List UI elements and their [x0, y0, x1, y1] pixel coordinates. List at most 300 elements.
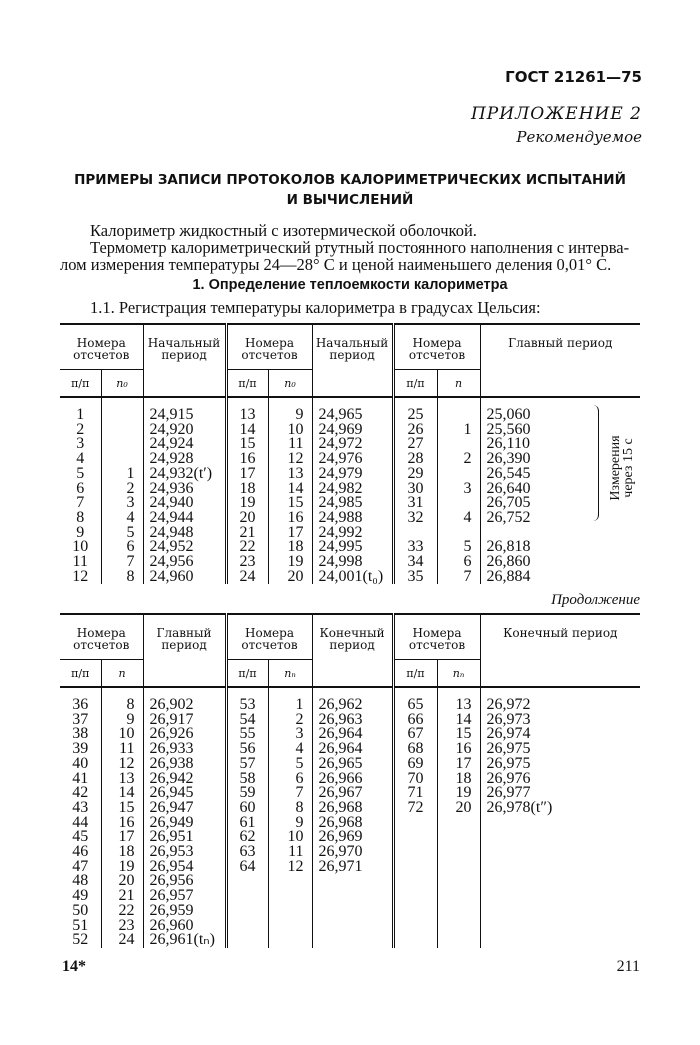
table-row	[60, 933, 640, 948]
cell-value: 26,968	[312, 816, 393, 831]
cell-value	[312, 933, 393, 948]
cell-value	[480, 860, 640, 875]
header-n: n₀	[101, 370, 143, 398]
cell-n: 23	[101, 919, 143, 934]
appendix-label: ПРИЛОЖЕНИЕ 2	[470, 104, 642, 124]
cell-pp: 3	[76, 435, 85, 453]
cell-n	[437, 526, 480, 541]
cell-n: 19	[101, 860, 143, 875]
title-line: И ВЫЧИСЛЕНИЙ	[286, 192, 414, 208]
cell-n	[101, 452, 143, 467]
cell-n: 21	[101, 889, 143, 904]
cell-value: 24,985	[312, 496, 393, 511]
header-period: Главный период	[143, 614, 226, 687]
cell-n: 17	[268, 526, 312, 541]
temperature-table-1	[60, 323, 640, 584]
cell-pp: 27	[393, 437, 437, 452]
cell-value: 26,970	[312, 845, 393, 860]
table-row	[60, 570, 640, 585]
cell-pp: 2	[76, 420, 85, 438]
cell-pp: 33	[393, 540, 437, 555]
cell-pp: 15	[226, 437, 268, 452]
header-pp: п/п	[60, 660, 101, 688]
section-heading: 1. Определение теплоемкости калориметра	[192, 277, 508, 293]
cell-pp	[226, 919, 268, 934]
cell-pp: 64	[226, 860, 268, 875]
cell-value: 24,924	[143, 437, 226, 452]
standard-number: ГОСТ 21261—75	[505, 68, 642, 86]
cell-pp: 55	[226, 727, 268, 742]
cell-pp: 68	[393, 742, 437, 757]
cell-n: 14	[268, 482, 312, 497]
cell-value: 24,995	[312, 540, 393, 555]
cell-value: 26,975	[480, 757, 640, 772]
cell-n: 15	[437, 727, 480, 742]
cell-value: 26,954	[143, 860, 226, 875]
cell-n: 18	[268, 540, 312, 555]
header-period: Главный период	[480, 324, 640, 397]
cell-pp: 20	[226, 511, 268, 526]
cell-n: 1	[268, 698, 312, 713]
cell-n: 7	[268, 786, 312, 801]
cell-n: 16	[268, 511, 312, 526]
cell-pp	[226, 889, 268, 904]
header-pp: п/п	[226, 370, 268, 398]
cell-pp: 44	[72, 813, 89, 831]
header-pp: п/п	[226, 660, 268, 688]
cell-value: 26,942	[143, 772, 226, 787]
cell-n: 16	[101, 816, 143, 831]
header-pp: п/п	[393, 370, 437, 398]
cell-n: 9	[268, 408, 312, 423]
cell-value: 26,962	[312, 698, 393, 713]
cell-n: 19	[268, 555, 312, 570]
cell-n: 4	[268, 742, 312, 757]
cell-n: 14	[101, 786, 143, 801]
table-row	[60, 904, 640, 919]
cell-pp: 11	[72, 553, 88, 571]
cell-value	[480, 904, 640, 919]
cell-pp: 35	[393, 570, 437, 585]
cell-pp: 5	[76, 464, 85, 482]
cell-n: 12	[268, 860, 312, 875]
cell-n: 10	[268, 423, 312, 438]
table-row	[60, 889, 640, 904]
cell-n: 20	[268, 570, 312, 585]
cell-value: 24,952	[143, 540, 226, 555]
cell-pp: 10	[72, 538, 89, 556]
cell-n: 6	[101, 540, 143, 555]
cell-n: 11	[268, 437, 312, 452]
cell-value: 26,968	[312, 801, 393, 816]
cell-pp	[393, 830, 437, 845]
header-numbers: Номера отсчетов	[226, 324, 312, 370]
cell-n: 4	[101, 511, 143, 526]
cell-pp: 16	[226, 452, 268, 467]
cell-value: 24,932(t′)	[143, 467, 226, 482]
cell-pp: 52	[72, 931, 89, 949]
signature-mark: 14*	[62, 958, 86, 975]
cell-value	[480, 830, 640, 845]
cell-value: 26,926	[143, 727, 226, 742]
cell-value: 24,936	[143, 482, 226, 497]
table-row	[60, 919, 640, 934]
cell-value: 26,974	[480, 727, 640, 742]
cell-pp: 29	[393, 467, 437, 482]
cell-value: 26,938	[143, 757, 226, 772]
bracket	[592, 405, 599, 521]
cell-n: 7	[437, 570, 480, 585]
cell-n	[437, 816, 480, 831]
cell-value: 26,964	[312, 742, 393, 757]
cell-pp: 53	[226, 698, 268, 713]
cell-n	[437, 496, 480, 511]
cell-value: 25,060	[480, 408, 640, 423]
cell-value: 24,960	[143, 570, 226, 585]
cell-pp: 26	[393, 423, 437, 438]
cell-value	[312, 919, 393, 934]
cell-pp: 21	[226, 526, 268, 541]
cell-pp	[393, 919, 437, 934]
cell-value: 26,975	[480, 742, 640, 757]
cell-n: 3	[437, 482, 480, 497]
cell-value	[480, 816, 640, 831]
cell-value: 24,998	[312, 555, 393, 570]
cell-value	[312, 889, 393, 904]
cell-n: 17	[437, 757, 480, 772]
cell-n: 10	[101, 727, 143, 742]
cell-n: 5	[437, 540, 480, 555]
cell-value: 26,971	[312, 860, 393, 875]
cell-value: 25,560	[480, 423, 640, 438]
header-pp: п/п	[393, 660, 437, 688]
cell-n	[437, 933, 480, 948]
cell-value: 26,951	[143, 830, 226, 845]
cell-n: 20	[437, 801, 480, 816]
cell-value: 26,110	[480, 437, 640, 452]
cell-pp: 37	[72, 710, 89, 728]
cell-n: 12	[268, 452, 312, 467]
cell-value: 24,940	[143, 496, 226, 511]
intro-paragraph: Калориметр жидкостный с изотермической оболочкой.	[90, 221, 477, 240]
cell-value: 24,992	[312, 526, 393, 541]
cell-pp	[226, 904, 268, 919]
cell-n	[268, 919, 312, 934]
cell-n: 3	[268, 727, 312, 742]
cell-value: 24,969	[312, 423, 393, 438]
header-period: Начальный период	[143, 324, 226, 397]
cell-n: 15	[268, 496, 312, 511]
cell-value: 26,966	[312, 772, 393, 787]
cell-value: 26,972	[480, 698, 640, 713]
cell-pp: 54	[226, 713, 268, 728]
cell-pp	[393, 816, 437, 831]
cell-n	[437, 467, 480, 482]
cell-value	[480, 845, 640, 860]
cell-pp: 6	[76, 479, 85, 497]
cell-pp: 23	[226, 555, 268, 570]
cell-pp: 17	[226, 467, 268, 482]
cell-pp: 61	[226, 816, 268, 831]
cell-value	[312, 874, 393, 889]
cell-value: 26,963	[312, 713, 393, 728]
cell-n: 8	[268, 801, 312, 816]
cell-value: 26,933	[143, 742, 226, 757]
page-title	[60, 170, 640, 210]
header-numbers: Номера отсчетов	[393, 324, 480, 370]
temperature-table-2	[60, 613, 640, 948]
intro-paragraph: Термометр калориметрический ртутный постоянного наполнения с интерва-	[90, 238, 630, 257]
cell-n: 2	[101, 482, 143, 497]
cell-value: 26,960	[143, 919, 226, 934]
cell-value: 26,390	[480, 452, 640, 467]
cell-value: 24,944	[143, 511, 226, 526]
cell-value: 26,917	[143, 713, 226, 728]
cell-value: 24,956	[143, 555, 226, 570]
cell-pp: 19	[226, 496, 268, 511]
cell-value	[480, 874, 640, 889]
cell-pp	[393, 889, 437, 904]
cell-pp: 24	[226, 570, 268, 585]
header-n: n₀	[268, 370, 312, 398]
cell-value: 26,818	[480, 540, 640, 555]
cell-value	[480, 889, 640, 904]
cell-n: 11	[268, 845, 312, 860]
header-numbers: Номера отсчетов	[393, 614, 480, 660]
cell-pp: 60	[226, 801, 268, 816]
cell-n	[268, 904, 312, 919]
cell-pp: 34	[393, 555, 437, 570]
cell-value: 26,957	[143, 889, 226, 904]
cell-n: 11	[101, 742, 143, 757]
cell-value: 26,964	[312, 727, 393, 742]
cell-pp	[393, 874, 437, 889]
cell-pp: 12	[72, 567, 89, 585]
header-n: n	[437, 370, 480, 398]
cell-value: 26,545	[480, 467, 640, 482]
cell-pp: 67	[393, 727, 437, 742]
cell-pp: 51	[72, 916, 89, 934]
cell-n: 24	[101, 933, 143, 948]
cell-pp: 38	[72, 725, 89, 743]
cell-n: 13	[437, 698, 480, 713]
cell-pp: 40	[72, 754, 89, 772]
cell-pp	[393, 860, 437, 875]
table-row	[60, 874, 640, 889]
cell-n: 18	[437, 772, 480, 787]
cell-value: 26,973	[480, 713, 640, 728]
intro-paragraph: лом измерения температуры 24—28° С и ценой наименьшего деления 0,01° С.	[60, 255, 612, 274]
cell-pp: 25	[393, 408, 437, 423]
cell-value: 26,976	[480, 772, 640, 787]
cell-value: 24,982	[312, 482, 393, 497]
cell-pp: 41	[72, 769, 89, 787]
cell-n	[437, 904, 480, 919]
cell-pp: 8	[76, 508, 85, 526]
cell-value: 26,959	[143, 904, 226, 919]
cell-n: 7	[101, 555, 143, 570]
subsection-heading: 1.1. Регистрация температуры калориметра в градусах Цельсия:	[90, 298, 541, 317]
cell-value: 24,001(t₀)	[312, 570, 393, 585]
cell-value: 24,988	[312, 511, 393, 526]
cell-n: 5	[268, 757, 312, 772]
cell-value: 26,945	[143, 786, 226, 801]
cell-value: 26,953	[143, 845, 226, 860]
header-pp: п/п	[60, 370, 101, 398]
cell-n	[101, 437, 143, 452]
cell-n	[437, 845, 480, 860]
cell-n: 14	[437, 713, 480, 728]
cell-pp: 48	[72, 872, 89, 890]
cell-value: 24,915	[143, 408, 226, 423]
cell-value	[480, 919, 640, 934]
cell-pp: 69	[393, 757, 437, 772]
cell-n: 1	[101, 467, 143, 482]
cell-n	[437, 830, 480, 845]
cell-value: 26,884	[480, 570, 640, 585]
cell-pp: 22	[226, 540, 268, 555]
cell-n: 22	[101, 904, 143, 919]
cell-n: 3	[101, 496, 143, 511]
cell-value: 26,640	[480, 482, 640, 497]
cell-pp: 49	[72, 887, 89, 905]
cell-n: 18	[101, 845, 143, 860]
cell-value: 26,967	[312, 786, 393, 801]
cell-pp: 1	[76, 406, 85, 423]
title-line: ПРИМЕРЫ ЗАПИСИ ПРОТОКОЛОВ КАЛОРИМЕТРИЧЕСКИХ ИСПЫТАНИЙ	[74, 172, 626, 188]
cell-pp	[393, 933, 437, 948]
header-n: nₙ	[437, 660, 480, 688]
cell-pp: 28	[393, 452, 437, 467]
cell-value: 26,969	[312, 830, 393, 845]
cell-n: 15	[101, 801, 143, 816]
cell-n: 13	[268, 467, 312, 482]
cell-n	[437, 919, 480, 934]
header-n: nₙ	[268, 660, 312, 688]
cell-pp: 70	[393, 772, 437, 787]
cell-n	[437, 874, 480, 889]
cell-value	[480, 933, 640, 948]
cell-pp: 72	[393, 801, 437, 816]
cell-pp: 45	[72, 828, 89, 846]
cell-pp: 30	[393, 482, 437, 497]
cell-n	[101, 423, 143, 438]
cell-pp: 13	[226, 408, 268, 423]
header-period: Начальный период	[312, 324, 393, 397]
cell-value: 26,902	[143, 698, 226, 713]
cell-pp: 43	[72, 798, 89, 816]
continuation-label: Продолжение	[551, 592, 640, 608]
cell-value: 26,978(t″)	[480, 801, 640, 816]
cell-pp: 32	[393, 511, 437, 526]
header-n: n	[101, 660, 143, 688]
cell-n: 1	[437, 423, 480, 438]
appendix-status: Рекомендуемое	[516, 128, 642, 146]
cell-n: 19	[437, 786, 480, 801]
cell-pp	[226, 933, 268, 948]
cell-value: 26,965	[312, 757, 393, 772]
cell-pp	[393, 904, 437, 919]
cell-value	[312, 904, 393, 919]
cell-value: 24,928	[143, 452, 226, 467]
cell-n: 2	[437, 452, 480, 467]
cell-pp: 47	[72, 857, 89, 875]
cell-n: 10	[268, 830, 312, 845]
cell-n	[437, 889, 480, 904]
cell-n	[268, 889, 312, 904]
cell-n	[437, 860, 480, 875]
cell-pp: 71	[393, 786, 437, 801]
cell-value: 24,976	[312, 452, 393, 467]
measurement-note: Измерения через 15 с	[608, 435, 636, 501]
cell-n	[437, 408, 480, 423]
cell-value: 24,979	[312, 467, 393, 482]
cell-pp: 7	[76, 494, 85, 512]
cell-n: 2	[268, 713, 312, 728]
cell-pp: 46	[72, 843, 89, 861]
cell-pp: 18	[226, 482, 268, 497]
cell-n: 12	[101, 757, 143, 772]
header-period: Конечный период	[480, 614, 640, 687]
cell-pp: 58	[226, 772, 268, 787]
cell-n: 9	[101, 713, 143, 728]
cell-n: 6	[268, 772, 312, 787]
cell-n	[101, 408, 143, 423]
cell-value: 24,972	[312, 437, 393, 452]
cell-value: 26,752	[480, 511, 640, 526]
cell-pp: 4	[76, 450, 85, 468]
cell-pp	[393, 845, 437, 860]
cell-n: 13	[101, 772, 143, 787]
cell-value: 24,920	[143, 423, 226, 438]
header-numbers: Номера отсчетов	[60, 614, 143, 660]
header-numbers: Номера отсчетов	[226, 614, 312, 660]
cell-value: 26,949	[143, 816, 226, 831]
cell-pp: 14	[226, 423, 268, 438]
cell-n	[437, 437, 480, 452]
cell-value: 26,705	[480, 496, 640, 511]
cell-value: 24,948	[143, 526, 226, 541]
cell-pp: 57	[226, 757, 268, 772]
cell-n	[268, 933, 312, 948]
cell-n: 5	[101, 526, 143, 541]
cell-n: 6	[437, 555, 480, 570]
header-period: Конечный период	[312, 614, 393, 687]
cell-value: 26,961(tₙ)	[143, 933, 226, 948]
cell-n: 20	[101, 874, 143, 889]
cell-n: 4	[437, 511, 480, 526]
cell-pp: 63	[226, 845, 268, 860]
cell-pp: 31	[393, 496, 437, 511]
cell-pp: 50	[72, 901, 89, 919]
cell-pp: 66	[393, 713, 437, 728]
table-row	[60, 860, 640, 875]
cell-n: 16	[437, 742, 480, 757]
cell-pp: 59	[226, 786, 268, 801]
cell-pp: 9	[76, 523, 85, 541]
cell-pp: 36	[72, 696, 89, 713]
page-number: 211	[616, 958, 640, 975]
cell-n	[268, 874, 312, 889]
cell-pp: 39	[72, 740, 89, 758]
cell-pp	[226, 874, 268, 889]
cell-value: 26,947	[143, 801, 226, 816]
cell-n: 8	[101, 698, 143, 713]
cell-pp: 42	[72, 784, 89, 802]
cell-pp: 65	[393, 698, 437, 713]
header-numbers: Номера отсчетов	[60, 324, 143, 370]
cell-value: 24,965	[312, 408, 393, 423]
